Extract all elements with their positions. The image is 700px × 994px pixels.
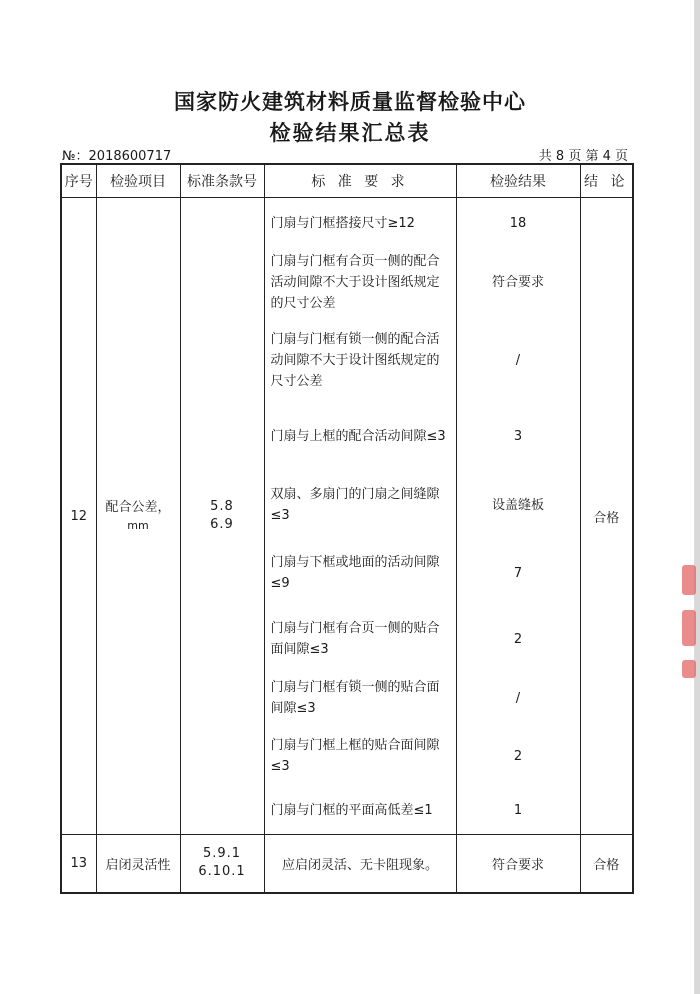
item-unit: mm xyxy=(127,519,149,532)
stamp-fragment xyxy=(682,610,696,646)
requirement-item xyxy=(271,320,452,400)
row-results xyxy=(456,198,580,835)
result-item xyxy=(457,608,580,670)
report-number: №：2018600717 xyxy=(62,149,172,164)
requirement-text: 门扇与门框上框的贴合面间隙≤3 xyxy=(270,738,440,774)
row-item: 启闭灵活性 xyxy=(96,835,180,893)
col-header-item: 检验项目 xyxy=(96,164,180,198)
requirement-item xyxy=(271,198,452,244)
clause-number: 6.10.1 xyxy=(198,864,246,880)
requirement-item xyxy=(271,786,452,834)
col-header-seq: 序号 xyxy=(61,164,96,198)
requirement-text: 门扇与门框的平面高低差≤1 xyxy=(270,802,433,818)
result-value: 2 xyxy=(513,748,523,764)
result-value: 7 xyxy=(513,565,523,581)
col-header-clause: 标准条款号 xyxy=(180,164,264,198)
result-item xyxy=(457,786,580,834)
result-item xyxy=(457,670,580,726)
requirement-text: 门扇与门框有锁一侧的配合活动间隙不大于设计图纸规定的尺寸公差 xyxy=(270,331,440,389)
result-item xyxy=(457,726,580,786)
row-result: 符合要求 xyxy=(456,835,580,893)
requirement-item xyxy=(271,472,452,538)
results-table xyxy=(60,163,634,894)
row-item xyxy=(96,198,180,835)
row-requirements xyxy=(264,198,456,835)
requirement-item xyxy=(271,670,452,726)
page-info: 共 8 页 第 4 页 xyxy=(538,149,628,164)
result-item xyxy=(457,538,580,608)
requirement-text: 门扇与门框搭接尺寸≥12 xyxy=(270,215,415,231)
result-value: 1 xyxy=(513,802,523,818)
result-value: / xyxy=(515,352,521,368)
requirement-text: 门扇与下框或地面的活动间隙≤9 xyxy=(270,555,440,591)
result-value: 2 xyxy=(513,631,523,647)
result-item xyxy=(457,400,580,472)
result-value: 符合要求 xyxy=(491,274,544,290)
requirement-text: 双扇、多扇门的门扇之间缝隙≤3 xyxy=(270,487,440,523)
item-name: 配合公差， xyxy=(105,500,171,515)
result-item xyxy=(457,198,580,244)
result-value: 3 xyxy=(513,428,523,444)
requirement-text: 门扇与门框有锁一侧的贴合面间隙≤3 xyxy=(270,680,440,716)
table-row xyxy=(61,835,633,893)
col-header-requirement: 标 准 要 求 xyxy=(264,164,456,198)
requirement-item xyxy=(271,400,452,472)
requirement-item xyxy=(271,538,452,608)
requirement-item xyxy=(271,726,452,786)
requirement-text: 门扇与上框的配合活动间隙≤3 xyxy=(270,428,446,444)
table-row xyxy=(61,198,633,835)
result-value: 设盖缝板 xyxy=(491,497,544,513)
requirement-item xyxy=(271,608,452,670)
clause-number: 5.9.1 xyxy=(202,846,242,862)
document-subtitle: 检验结果汇总表 xyxy=(269,121,431,145)
result-value: / xyxy=(515,690,521,706)
row-conclusion: 合格 xyxy=(580,835,633,893)
requirement-text: 门扇与门框有合页一侧的贴合面间隙≤3 xyxy=(270,621,440,657)
row-requirement: 应启闭灵活、无卡阻现象。 xyxy=(264,835,456,893)
col-header-conclusion: 结 论 xyxy=(580,164,633,198)
requirement-text: 门扇与门框有合页一侧的配合活动间隙不大于设计图纸规定的尺寸公差 xyxy=(270,253,440,311)
scan-edge xyxy=(694,0,700,994)
col-header-result: 检验结果 xyxy=(456,164,580,198)
result-item xyxy=(457,472,580,538)
clause-number: 6.9 xyxy=(210,517,234,532)
row-clause xyxy=(180,198,264,835)
stamp-fragment xyxy=(682,565,696,595)
result-item xyxy=(457,244,580,320)
row-seq: 13 xyxy=(61,835,96,893)
document-title: 国家防火建筑材料质量监督检验中心 xyxy=(174,90,526,114)
row-conclusion: 合格 xyxy=(580,198,633,835)
row-seq: 12 xyxy=(61,198,96,835)
table-header-row xyxy=(61,164,633,198)
stamp-fragment xyxy=(682,660,696,678)
row-clause xyxy=(180,835,264,893)
clause-number: 5.8 xyxy=(210,499,234,514)
result-value: 18 xyxy=(509,215,527,231)
requirement-item xyxy=(271,244,452,320)
result-item xyxy=(457,320,580,400)
